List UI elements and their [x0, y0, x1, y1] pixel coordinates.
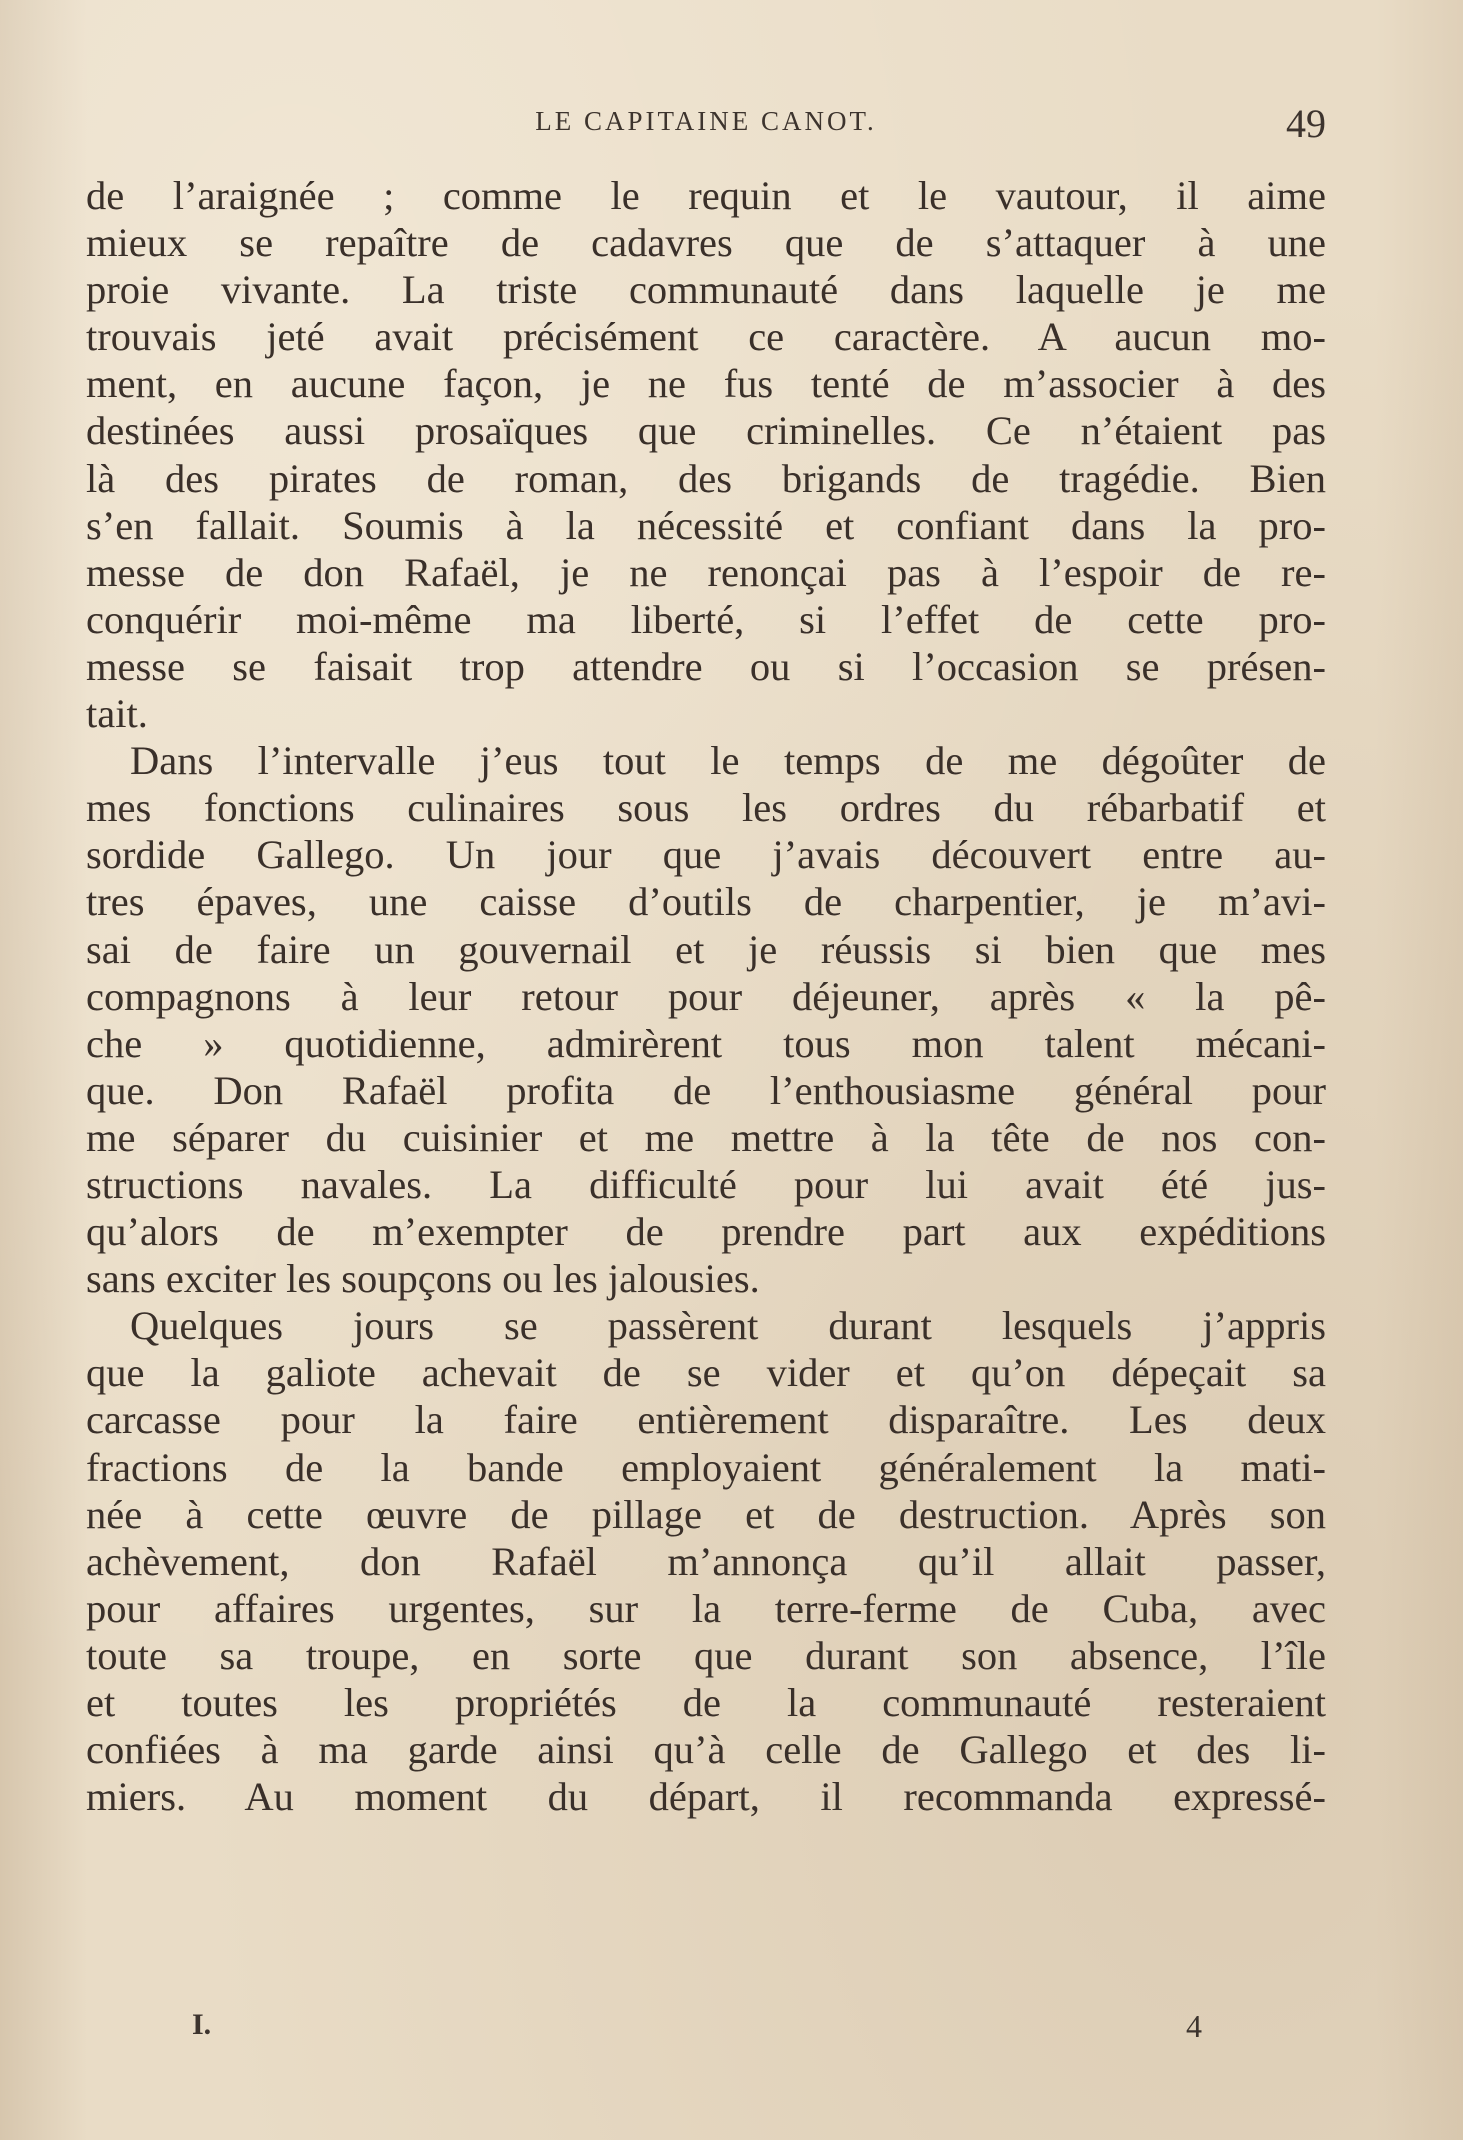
text-line: sans exciter les soupçons ou les jalousies.: [86, 1256, 760, 1302]
signature-mark-volume: I.: [192, 2008, 212, 2041]
page-footer: [86, 2008, 1326, 2058]
text-line: compagnons à leur retour pour déjeuner, après « la pê-: [86, 973, 1326, 1019]
text-line: fractions de la bande employaient généralement la mati-: [86, 1444, 1326, 1490]
text-line: conquérir moi-même ma liberté, si l’effet de cette pro-: [86, 596, 1326, 642]
text-line: structions navales. La difficulté pour lui avait été jus-: [86, 1161, 1326, 1207]
text-line: toute sa troupe, en sorte que durant son absence, l’île: [86, 1632, 1326, 1678]
text-line: que. Don Rafaël profita de l’enthousiasme général pour: [86, 1067, 1326, 1113]
text-line: sai de faire un gouvernail et je réussis si bien que mes: [86, 926, 1326, 972]
text-line: Dans l’intervalle j’eus tout le temps de me dégoûter de: [130, 738, 1326, 784]
text-line: et toutes les propriétés de la communauté resteraient: [86, 1680, 1326, 1725]
text-line: proie vivante. La triste communauté dans laquelle je me: [86, 267, 1326, 313]
text-line: miers. Au moment du départ, il recommanda expressé-: [86, 1774, 1326, 1820]
text-line: messe se faisait trop attendre ou si l’occasion se présen-: [86, 643, 1326, 689]
text-line: ment, en aucune façon, je ne fus tenté de m’associer à des: [86, 361, 1326, 407]
text-line: messe de don Rafaël, je ne renonçai pas à l’espoir de re-: [86, 549, 1326, 595]
text-line: s’en fallait. Soumis à la nécessité et confiant dans la pro-: [86, 502, 1326, 548]
text-line: Quelques jours se passèrent durant lesquels j’appris: [130, 1303, 1326, 1349]
text-line: destinées aussi prosaïques que criminelles. Ce n’étaient pas: [86, 408, 1326, 454]
text-line: trouvais jeté avait précisément ce caractère. A aucun mo-: [86, 314, 1326, 360]
text-line: qu’alors de m’exempter de prendre part aux expéditions: [86, 1209, 1326, 1255]
text-line: achèvement, don Rafaël m’annonça qu’il allait passer,: [86, 1538, 1326, 1584]
text-line: là des pirates de roman, des brigands de tragédie. Bien: [86, 455, 1326, 501]
running-head: [86, 100, 1326, 150]
text-line: carcasse pour la faire entièrement disparaître. Les deux: [86, 1397, 1326, 1443]
text-line: confiées à ma garde ainsi qu’à celle de Gallego et des li-: [86, 1727, 1326, 1773]
text-line: de l’araignée ; comme le requin et le vautour, il aime: [86, 173, 1326, 218]
text-line: mes fonctions culinaires sous les ordres du rébarbatif et: [86, 785, 1326, 831]
text-line: sordide Gallego. Un jour que j’avais découvert entre au-: [86, 832, 1326, 878]
text-line: che » quotidienne, admirèrent tous mon talent mécani-: [86, 1020, 1326, 1066]
body-text: [86, 172, 1326, 1820]
running-title: LE CAPITAINE CANOT.: [535, 106, 877, 136]
text-line: née à cette œuvre de pillage et de destruction. Après son: [86, 1491, 1326, 1537]
text-line: que la galiote achevait de se vider et qu’on dépeçait sa: [86, 1350, 1326, 1396]
page-number: 49: [1286, 101, 1326, 146]
text-line: pour affaires urgentes, sur la terre-ferme de Cuba, avec: [86, 1585, 1326, 1631]
text-line: tait.: [86, 691, 148, 737]
text-line: me séparer du cuisinier et me mettre à la tête de nos con-: [86, 1114, 1326, 1160]
signature-mark-gathering: 4: [1186, 2008, 1202, 2044]
text-line: tres épaves, une caisse d’outils de charpentier, je m’avi-: [86, 879, 1326, 925]
text-line: mieux se repaître de cadavres que de s’attaquer à une: [86, 220, 1326, 266]
